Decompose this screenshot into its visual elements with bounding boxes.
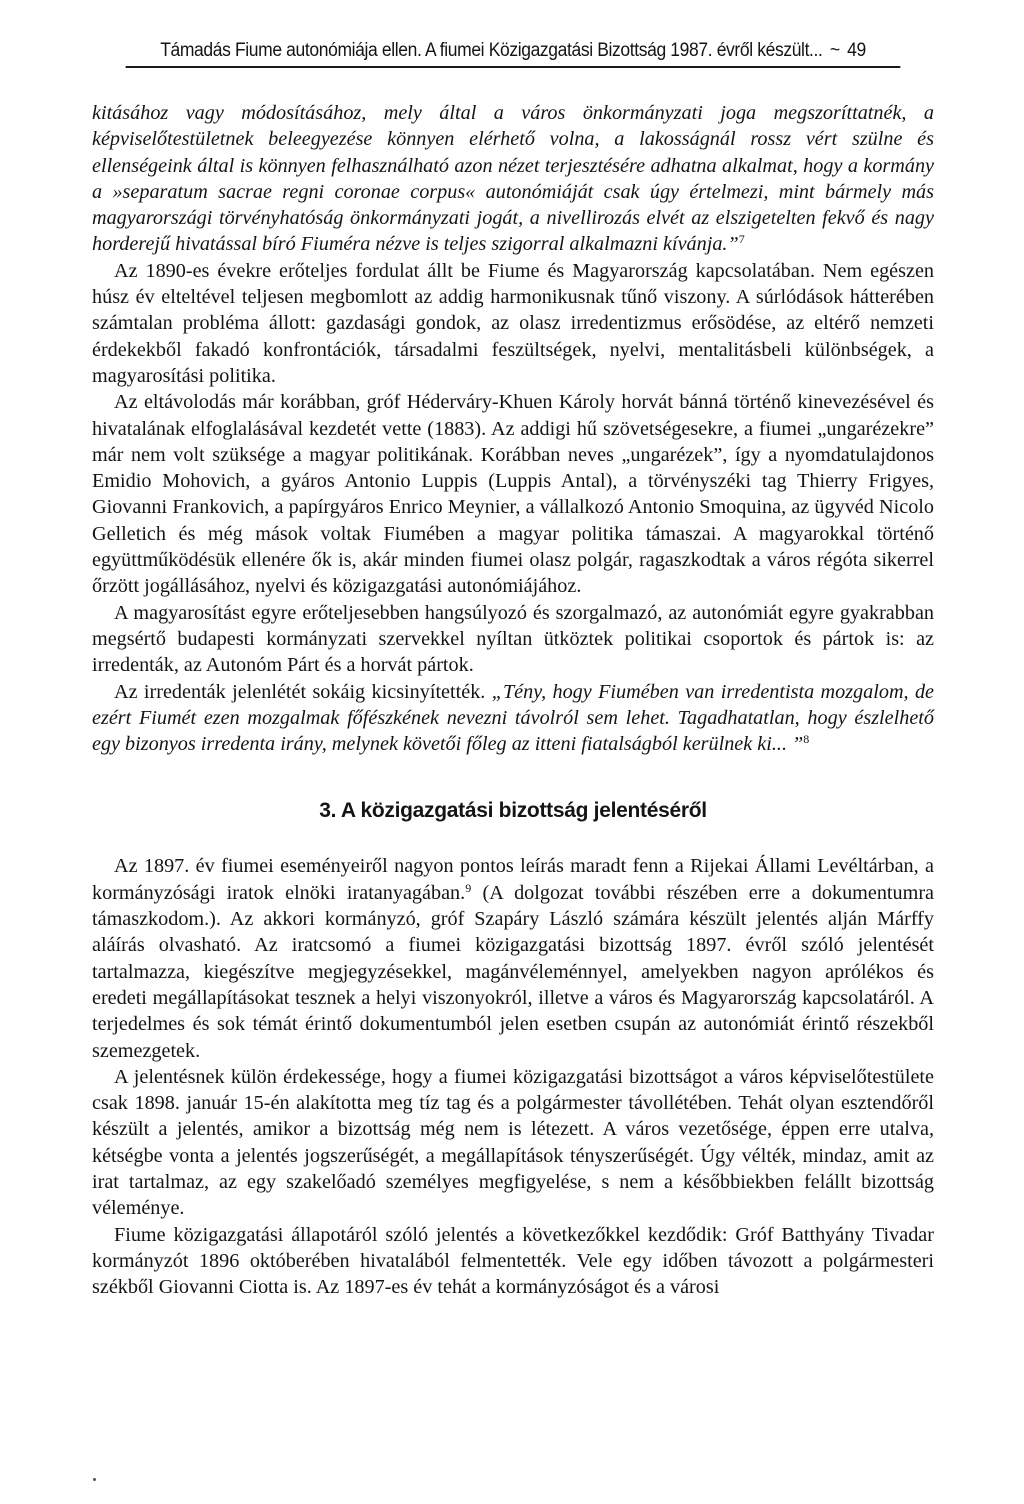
paragraph xyxy=(92,679,934,758)
text-run: Fiume közigazgatási állapotáról szóló jelentés a következőkkel kezdődik: Gróf Batthyány Tivadar kormányzót 1896 októberében hivatalából felmentették. Vele egy időben távozott a polgármesteri székből Giovanni Ciotta is. Az 1897-es év tehát a kormányzóságot és a városi xyxy=(92,1223,934,1299)
paragraph xyxy=(92,853,934,1063)
running-head-separator: ~ xyxy=(829,40,840,61)
stray-dot-mark xyxy=(93,1478,96,1481)
body-text xyxy=(92,100,934,1300)
paragraph xyxy=(92,600,934,679)
paragraph-continuation xyxy=(92,100,934,258)
text-run: Az 1897. év fiumei eseményeiről nagyon pontos leírás maradt fenn a Rijekai Állami Levéltárban, a kormányzósági iratok elnöki iratanyagában. xyxy=(92,855,934,904)
quoted-text: kitásához vagy módosításához, mely által a város önkormányzati joga megszoríttatnék, a képviselőtestületnek beleegyezése könnyen elérhető volna, a lakosságnál rossz vért szülne és ellenségeink által is könnyen felhasználható azon nézet terjesztésére adhatna alkalmat, hogy a kormány a »separatum sacrae regni coronae corpus« autonómiáját csak úgy értelmezi, mint bármely más magyarországi törvényhatóság önkormányzati jogát, a nivellirozás elvét az elszigetelten fekvő és nagy horderejű hivatással bíró Fiuméra nézve is teljes szigorral alkalmazni kívánja.” xyxy=(92,102,934,256)
text-run: A magyarosítást egyre erőteljesebben hangsúlyozó és szorgalmazó, az autonómiát egyre gyakrabban megsértő budapesti kormányzati szervekkel nyíltan ütköztek politikai csoportok és pártok is: az irredenták, az Autonóm Párt és a horvát pártok. xyxy=(92,601,934,677)
paragraph xyxy=(92,1222,934,1301)
section-heading: 3. A közigazgatási bizottság jelentéséről xyxy=(319,799,707,823)
paragraph xyxy=(92,258,934,389)
text-run: (A dolgozat további részében erre a dokumentumra támaszkodom.). Az akkori kormányzó, gróf Szapáry László számára készült jelentés alján Márffy aláírás olvasható. Az iratcsomó a fiumei közigazgatási bizottság 1897. évről szóló jelentését tartalmazza, kiegészítve megjegyzésekkel, magánvéleménnyel, amelyekben nagyon aprólékos és eredeti megállapításokat tesznek a helyi viszonyokról, illetve a város és Magyarország kapcsolatáról. A terjedelmes és sok témát érintő dokumentumból jelen esetben csupán az autonómiát érintő részekből szemezgetek. xyxy=(92,881,935,1062)
quoted-text: „Tény, hogy Fiumében van irredentista mozgalom, de ezért Fiumét ezen mozgalmak főfészkének nevezni távolról sem lehet. Tagadhatatlan, hogy észlelhető egy bizonyos irredenta irány, melynek követői főleg az itteni fiatalságból kerülnek ki... ” xyxy=(92,680,934,756)
page-number: 49 xyxy=(847,40,866,61)
text-run: Az 1890-es évekre erőteljes fordulat állt be Fiume és Magyarország kapcsolatában. Nem egészen húsz év elteltével teljesen megbomlott az addig harmonikusnak tűnő viszony. A súrlódások hátterében számtalan probléma állott: gazdasági gondok, az olasz irredentizmus erősödése, az eltérő nemzeti érdekekből fakadó konfrontációk, társadalmi feszültségek, nyelvi, mentalitásbeli különbségek, a magyarosítási politika. xyxy=(92,259,934,387)
footnote-marker: 8 xyxy=(803,732,810,747)
running-head-title: Támadás Fiume autonómiája ellen. A fiumei Közigazgatási Bizottság 1987. évről készült... xyxy=(160,40,823,61)
footnote-marker: 7 xyxy=(738,232,745,247)
footnote-marker: 9 xyxy=(465,880,472,895)
running-head xyxy=(126,36,901,68)
paragraph xyxy=(92,389,934,599)
text-run: A jelentésnek külön érdekessége, hogy a fiumei közigazgatási bizottságot a város képviselőtestülete csak 1898. január 15-én alakította meg tíz tag és a polgármester távollétében. Tehát olyan esztendőről készült a jelentés, amikor a bizottság még nem is létezett. A város vezetősége, éppen erre utalva, kétségbe vonta a jelentés jogszerűségét, a megállapítások tényszerűségét. Úgy vélték, mindaz, amit az irat tartalmaz, az egy szakelőadó személyes megfigyelése, s nem a későbbiekben felállt bizottság véleménye. xyxy=(92,1065,934,1220)
paragraph xyxy=(92,1064,934,1222)
text-run: Az irredenták jelenlétét sokáig kicsinyítették. xyxy=(114,680,492,703)
text-run: Az eltávolodás már korábban, gróf Héderváry-Khuen Károly horvát bánná történő kinevezésével és hivatalának elfoglalásával kezdetét vette (1883). Az addigi hű szövetségesekre, a fiumei „ungarézekre” már nem volt szüksége a magyar politikának. Korábban neves „ungarézek”, így a nyomdatulajdonos Emidio Mohovich, a gyáros Antonio Luppis (Luppis Antal), a törvényszéki tag Thierry Frigyes, Giovanni Frankovich, a papírgyáros Enrico Meynier, a vállalkozó Antonio Smoquina, az ügyvéd Nicolo Gelletich és még mások voltak Fiumében a magyar politika támaszai. A magyarokkal történő együttműködésük ellenére ők is, akár minden fiumei olasz polgár, ragaszkodtak a város régóta sikerrel őrzött jogállásához, nyelvi és közigazgatási autonómiájához. xyxy=(92,391,934,598)
